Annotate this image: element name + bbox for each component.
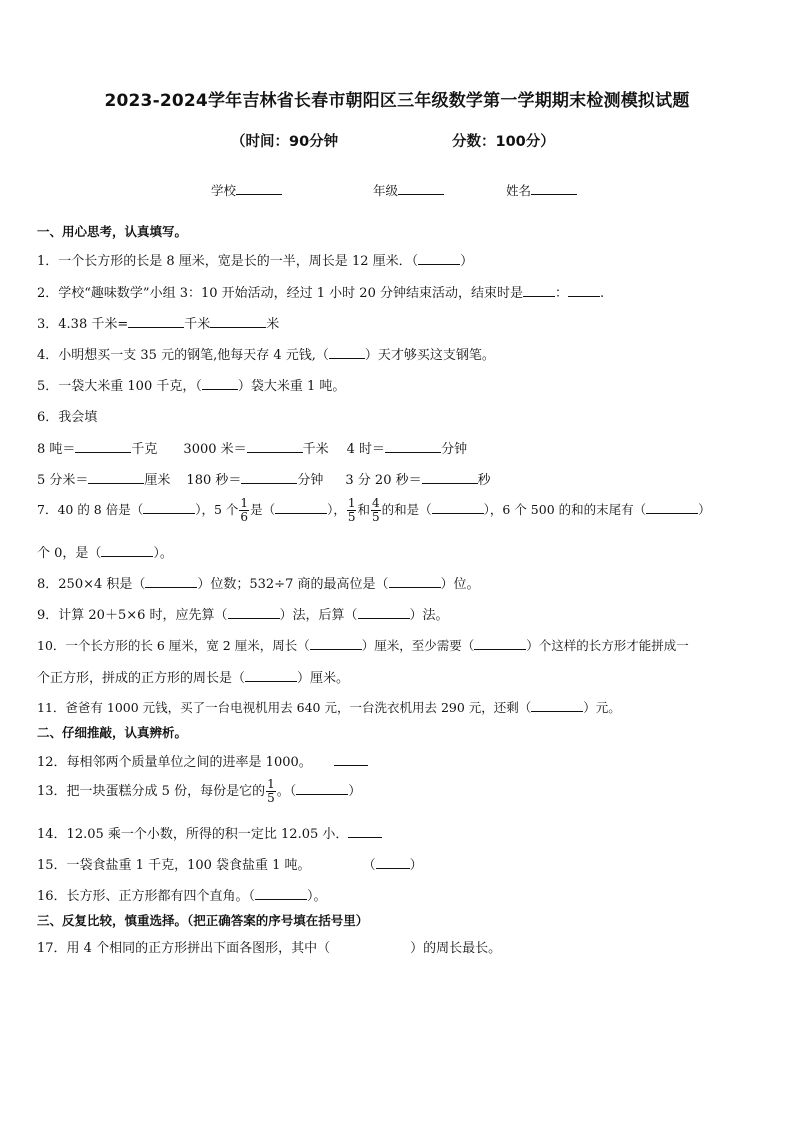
q9-blank-2[interactable] [358,607,410,619]
q7-text-a: 7．40 的 8 倍是（ [37,502,144,517]
q17-text-b: ）的周长最长。 [410,941,502,956]
question-13 [37,778,361,805]
q7-text-e: 和 [357,502,370,517]
q6-r1-text-d: 千米 [302,442,329,457]
q15-text-a: 15．一袋食盐重 1 千克，100 袋食盐重 1 吨。 [37,858,311,873]
question-17 [37,937,501,956]
page-title: 2023-2024学年吉林省长春市朝阳区三年级数学第一学期期末检测模拟试题 [104,91,690,111]
grade-blank[interactable] [398,182,444,195]
q3-blank-2[interactable] [210,316,266,328]
q3-text-a: 3．4.38 千米= [37,317,129,332]
q6-r2-text-a: 5 分米＝ [37,473,89,488]
question-7-line-2 [37,542,173,561]
q7-blank-3[interactable] [432,502,484,514]
q10-blank-3[interactable] [245,670,297,682]
q10-blank-2[interactable] [474,638,526,650]
q16-text-a: 16．长方形、正方形都有四个直角。（ [37,889,256,904]
q3-text-b: 千米 [184,317,211,332]
q8-text-b: ）位数；532÷7 商的最高位是（ [197,577,389,592]
q17-text-a: 17．用 4 个相同的正方形拼出下面各图形，其中（ [37,941,331,956]
question-6-heading: 6．我会填 [37,410,98,425]
q7-line2-text-a: 个 0，是（ [37,546,102,561]
q7-text-d: ）， [327,502,346,517]
exam-score: 分数：100分） [452,134,555,150]
question-6-row-2 [37,469,491,488]
q11-text-a: 11．爸爸有 1000 元钱，买了一台电视机用去 640 元，一台洗衣机用去 290 元，还剩（ [37,700,532,715]
q1-text: 1．一个长方形的长是 8 厘米，宽是长的一半，周长是 12 厘米．（ [37,254,419,269]
q6-r1-text-b: 千克 [131,442,158,457]
q6-r1-blank-2[interactable] [247,441,303,453]
q11-text-b: ）元。 [583,700,621,715]
q3-blank-1[interactable] [128,316,184,328]
q7-text-h: ） [698,502,711,517]
name-label: 姓名 [506,183,532,198]
q7-text-f: 的和是（ [381,502,432,517]
q7-fraction-3 [371,497,381,524]
q15-text-b: （ [362,858,376,873]
q9-blank-1[interactable] [228,607,280,619]
q15-blank[interactable] [376,857,410,869]
q14-text: 14．12.05 乘一个小数，所得的积一定比 12.05 小． [37,827,349,842]
q7-line2-text-b: ）。 [153,546,173,561]
q10-line2-text-a: 个正方形，拼成的正方形的周长是（ [37,671,246,686]
q5-text-a: 5．一袋大米重 100 千克，（ [37,379,202,394]
q7-f1-numerator: 1 [240,496,249,510]
q9-text-a: 9．计算 20＋5×6 时，应先算（ [37,608,228,623]
school-blank[interactable] [236,182,282,195]
q7-f3-numerator: 4 [372,496,380,510]
q7-f2-denominator: 5 [347,510,356,524]
q6-r2-text-e: 3 分 20 秒＝ [345,473,422,488]
q10-blank-1[interactable] [310,638,362,650]
section-2-heading: 二、仔细推敲，认真辨析。 [37,725,188,740]
q3-text-c: 米 [266,317,280,332]
question-10-line-2 [37,667,349,686]
q6-r1-text-e: 4 时＝ [346,442,386,457]
q7-fraction-2 [347,497,357,524]
question-11 [37,698,621,716]
q7-blank-2[interactable] [275,502,327,514]
q6-r1-blank-3[interactable] [385,441,441,453]
q7-f2-numerator: 1 [347,496,356,510]
q5-text-b: ）袋大米重 1 吨。 [237,379,346,394]
q6-r1-text-c: 3000 米＝ [183,442,247,457]
q16-text-b: ）。 [307,889,327,904]
q12-blank[interactable] [334,754,368,766]
q13-blank[interactable] [296,783,348,795]
q8-blank-2[interactable] [389,576,441,588]
q7-blank-4[interactable] [646,502,698,514]
question-5 [37,375,345,394]
grade-field [373,181,444,199]
q2-text: 2．学校“趣味数学”小组 3：10 开始活动，经过 1 小时 20 分钟结束活动，结束时是 [37,286,523,301]
q4-text-b: ）天才够买这支钢笔。 [364,348,495,363]
question-2 [37,282,604,301]
q5-blank[interactable] [202,378,238,390]
question-15 [37,854,423,873]
q7-fraction-1 [239,497,249,524]
q13-text-c: ） [348,784,362,799]
exam-time: （时间：90分钟 [231,134,339,150]
question-9 [37,604,449,623]
q7-text-b: ），5 个 [195,502,239,517]
q12-text: 12．每相邻两个质量单位之间的进率是 1000。 [37,755,312,770]
question-12 [37,751,368,770]
school-label: 学校 [211,183,237,198]
question-7 [37,497,711,524]
q7-f1-denominator: 6 [240,510,249,524]
section-1-heading: 一、用心思考，认真填写。 [37,224,188,239]
q6-r2-text-c: 180 秒＝ [186,473,242,488]
q7-f3-denominator: 5 [372,510,380,524]
question-3 [37,313,279,332]
question-8 [37,573,480,592]
q11-blank[interactable] [531,700,583,712]
q6-r2-text-f: 秒 [477,473,491,488]
q13-numerator: 1 [267,777,275,791]
q14-blank[interactable] [348,826,382,838]
q10-text-b: ）厘米，至少需要（ [361,638,475,653]
q2-blank-1[interactable] [523,285,555,297]
question-1 [37,250,473,269]
q7-text-g: ），6 个 500 的和的末尾有（ [483,502,647,517]
q10-text-a: 10．一个长方形的长 6 厘米，宽 2 厘米，周长（ [37,638,310,653]
q10-line2-text-b: ）厘米。 [297,671,350,686]
q4-blank[interactable] [329,347,365,359]
q6-r1-text-a: 8 吨＝ [37,442,76,457]
q13-text-a: 13．把一块蛋糕分成 5 份，每份是它的 [37,784,266,799]
q13-denominator: 5 [267,791,275,805]
q2-colon: ： [554,286,568,301]
q6-r2-blank-3[interactable] [422,472,478,484]
question-6-row-1 [37,438,467,457]
section-3-heading: 三、反复比较，慎重选择。（把正确答案的序号填在括号里） [37,913,369,928]
question-10 [37,636,689,654]
q6-r2-text-d: 分钟 [297,473,324,488]
grade-label: 年级 [373,183,399,198]
q2-end: . [600,286,605,301]
question-16 [37,885,327,904]
q8-text-a: 8．250×4 积是（ [37,577,146,592]
q4-text-a: 4．小明想买一支 35 元的钢笔,他每天存 4 元钱,（ [37,348,329,363]
q7-blank-1[interactable] [143,502,195,514]
q6-r2-blank-1[interactable] [88,472,144,484]
q9-text-b: ）法，后算（ [279,608,358,623]
q13-fraction [266,778,276,805]
q7-blank-5[interactable] [101,545,153,557]
q1-blank[interactable] [418,253,460,265]
q1-end: ） [460,254,474,269]
q16-blank[interactable] [255,888,307,900]
q6-r2-text-b: 厘米 [144,473,171,488]
q8-blank-1[interactable] [145,576,197,588]
q7-text-c: 是（ [250,502,276,517]
q6-r2-blank-2[interactable] [241,472,297,484]
q2-blank-2[interactable] [568,285,600,297]
q13-text-b: 。（ [276,784,297,799]
q15-text-c: ） [409,858,423,873]
q9-text-c: ）法。 [409,608,449,623]
school-field [211,181,282,199]
q6-r1-text-f: 分钟 [441,442,468,457]
q6-r1-blank-1[interactable] [75,441,131,453]
name-blank[interactable] [531,182,577,195]
q10-text-c: ）个这样的长方形才能拼成一 [526,638,689,653]
name-field [506,181,577,199]
q8-text-c: ）位。 [440,577,480,592]
question-14 [37,823,382,842]
question-4 [37,344,495,363]
